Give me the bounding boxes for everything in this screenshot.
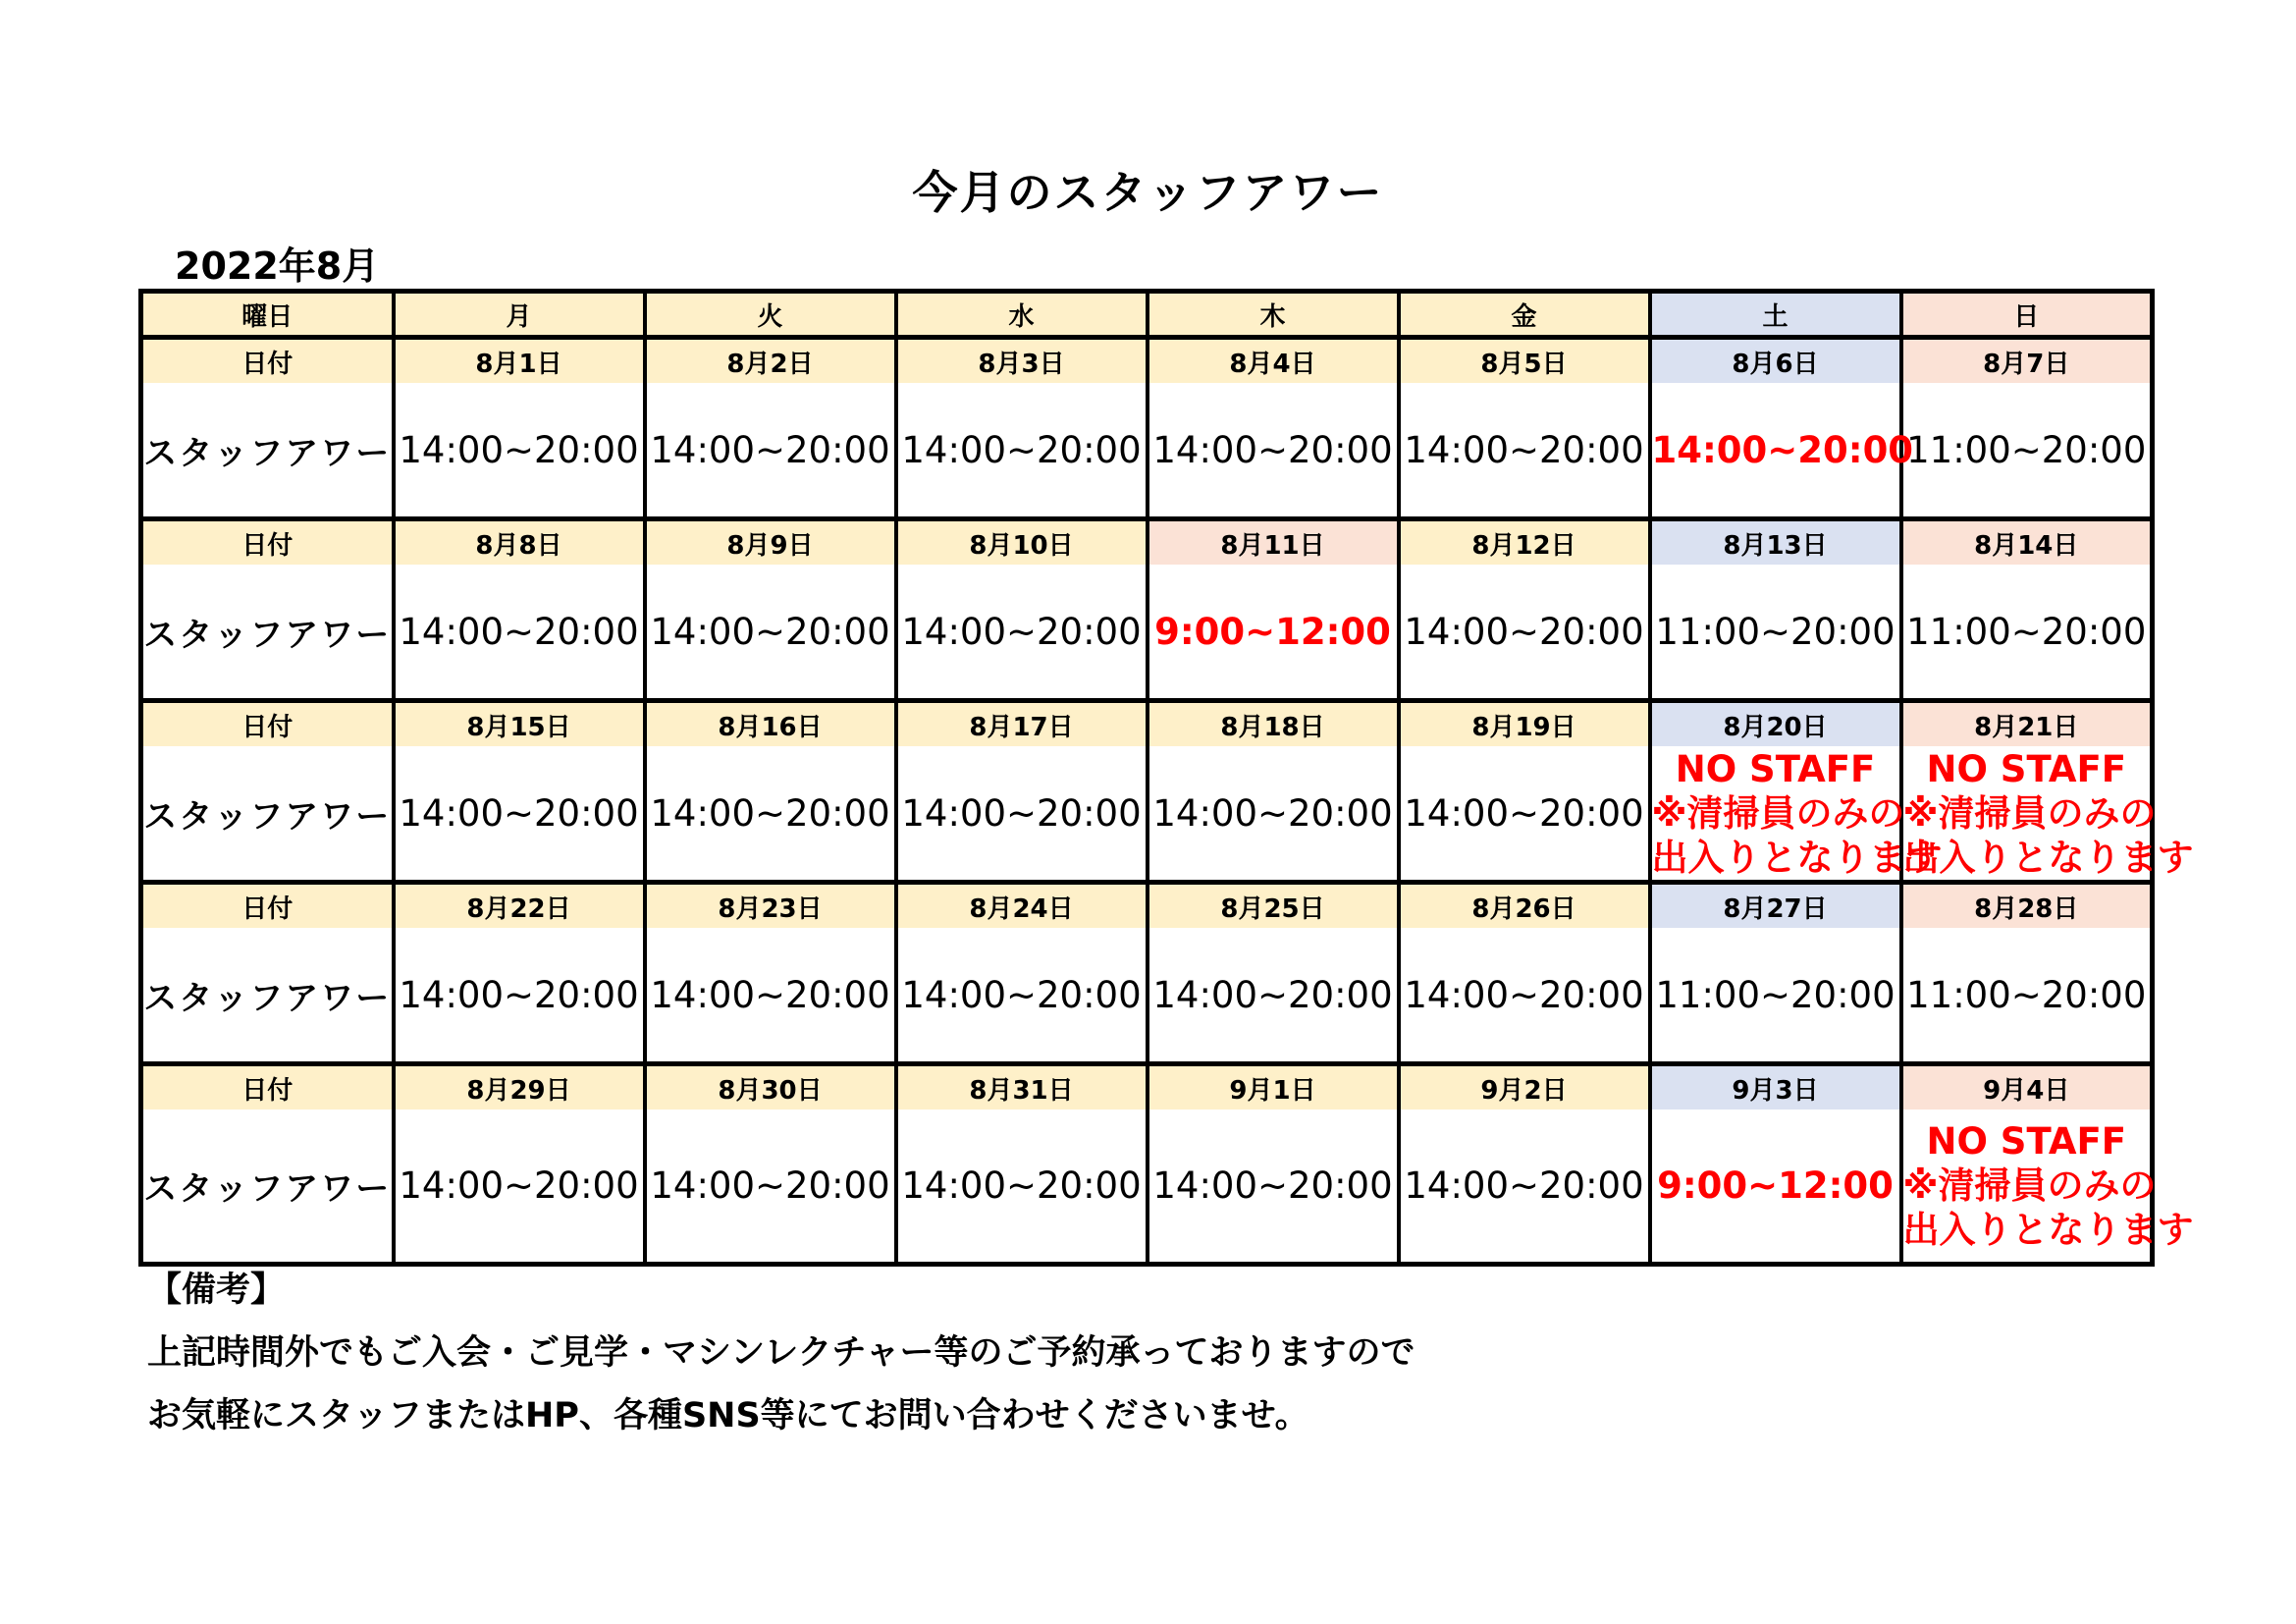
no-staff-line1: NO STAFF	[1926, 1120, 2126, 1163]
no-staff-line1: NO STAFF	[1926, 747, 2126, 790]
date-cell: 8月29日	[394, 1064, 645, 1110]
hours-cell: 14:00~20:00	[1399, 565, 1650, 701]
date-cell: 8月19日	[1399, 701, 1650, 747]
hours-cell: 14:00~20:00	[1148, 1110, 1399, 1265]
hours-cell: 14:00~20:00	[394, 746, 645, 883]
date-row	[141, 338, 2153, 384]
page-title: 今月のスタッフアワー	[912, 166, 1384, 219]
date-cell: 8月14日	[1901, 519, 2153, 566]
date-cell: 8月21日	[1901, 701, 2153, 747]
date-cell: 8月8日	[394, 519, 645, 566]
hours-cell: 14:00~20:00	[896, 565, 1148, 701]
date-label: 日付	[141, 338, 394, 384]
weekday-header-row	[141, 292, 2153, 338]
hours-cell: 14:00~20:00	[1399, 746, 1650, 883]
date-cell: 8月16日	[645, 701, 896, 747]
date-cell: 8月9日	[645, 519, 896, 566]
date-cell-holiday: 8月11日	[1148, 519, 1399, 566]
hours-cell: 11:00~20:00	[1901, 565, 2153, 701]
date-label: 日付	[141, 883, 394, 929]
hours-cell: 14:00~20:00	[645, 565, 896, 701]
hours-row	[141, 1110, 2153, 1265]
date-cell: 8月27日	[1650, 883, 1901, 929]
date-cell: 9月1日	[1148, 1064, 1399, 1110]
no-staff-line3: 出入りとなります	[1651, 836, 1943, 879]
date-label: 日付	[141, 701, 394, 747]
date-cell: 8月6日	[1650, 338, 1901, 384]
hours-row	[141, 565, 2153, 701]
hours-cell-highlight: 14:00~20:00	[1650, 383, 1901, 519]
hours-cell: 14:00~20:00	[394, 565, 645, 701]
hours-cell: 11:00~20:00	[1901, 928, 2153, 1064]
hours-row	[141, 928, 2153, 1064]
date-row	[141, 1064, 2153, 1110]
date-cell: 8月30日	[645, 1064, 896, 1110]
hours-cell: 14:00~20:00	[1148, 383, 1399, 519]
hours-cell: 14:00~20:00	[645, 383, 896, 519]
hours-cell: 14:00~20:00	[394, 1110, 645, 1265]
date-cell: 8月4日	[1148, 338, 1399, 384]
notes-line1: 上記時間外でもご入会・ご見学・マシンレクチャー等のご予約承っておりますので	[147, 1333, 1415, 1373]
date-row	[141, 701, 2153, 747]
day-wed: 水	[896, 292, 1148, 338]
no-staff-notice	[1650, 746, 1943, 883]
hours-cell: 14:00~20:00	[645, 928, 896, 1064]
date-label: 日付	[141, 1064, 394, 1110]
hours-cell: 14:00~20:00	[1148, 746, 1399, 883]
no-staff-line1: NO STAFF	[1675, 747, 1876, 790]
hours-cell: 14:00~20:00	[1399, 1110, 1650, 1265]
date-cell: 8月20日	[1650, 701, 1901, 747]
hours-label: スタッフアワー	[141, 383, 394, 519]
hours-cell: 14:00~20:00	[896, 746, 1148, 883]
date-cell: 9月2日	[1399, 1064, 1650, 1110]
date-label: 日付	[141, 519, 394, 566]
date-cell: 8月1日	[394, 338, 645, 384]
day-thu: 木	[1148, 292, 1399, 338]
no-staff-notice	[1901, 746, 2194, 883]
hours-row	[141, 383, 2153, 519]
date-cell: 8月7日	[1901, 338, 2153, 384]
weekday-label: 曜日	[141, 292, 394, 338]
hours-label: スタッフアワー	[141, 565, 394, 701]
month-label: 2022年8月	[175, 244, 380, 288]
no-staff-line2: ※清掃員のみの	[1902, 1164, 2157, 1207]
hours-label: スタッフアワー	[141, 746, 394, 883]
hours-cell: 14:00~20:00	[1399, 383, 1650, 519]
no-staff-line2: ※清掃員のみの	[1902, 791, 2157, 835]
hours-cell: 14:00~20:00	[1148, 928, 1399, 1064]
notes-heading: 【備考】	[147, 1271, 286, 1310]
hours-cell: 14:00~20:00	[896, 928, 1148, 1064]
date-cell: 8月28日	[1901, 883, 2153, 929]
date-row	[141, 883, 2153, 929]
notes-line2: お気軽にスタッフまたはHP、各種SNS等にてお問い合わせくださいませ。	[147, 1396, 1309, 1435]
date-cell: 8月22日	[394, 883, 645, 929]
date-cell: 8月23日	[645, 883, 896, 929]
day-mon: 月	[394, 292, 645, 338]
date-cell: 8月17日	[896, 701, 1148, 747]
date-cell: 8月3日	[896, 338, 1148, 384]
date-cell: 8月12日	[1399, 519, 1650, 566]
no-staff-line2: ※清掃員のみの	[1651, 791, 1905, 835]
date-cell: 8月18日	[1148, 701, 1399, 747]
hours-cell: 11:00~20:00	[1650, 928, 1901, 1064]
hours-cell-highlight: 9:00~12:00	[1650, 1110, 1901, 1265]
hours-cell: 11:00~20:00	[1650, 565, 1901, 701]
notes-section	[147, 1259, 1415, 1447]
date-cell: 8月5日	[1399, 338, 1650, 384]
date-cell: 8月2日	[645, 338, 896, 384]
date-cell: 8月13日	[1650, 519, 1901, 566]
hours-cell: 14:00~20:00	[896, 1110, 1148, 1265]
hours-label: スタッフアワー	[141, 1110, 394, 1265]
no-staff-line3: 出入りとなります	[1902, 1209, 2194, 1251]
day-tue: 火	[645, 292, 896, 338]
date-row	[141, 519, 2153, 566]
day-fri: 金	[1399, 292, 1650, 338]
no-staff-notice	[1901, 1110, 2194, 1265]
date-cell: 8月15日	[394, 701, 645, 747]
day-sun: 日	[1901, 292, 2153, 338]
hours-label: スタッフアワー	[141, 928, 394, 1064]
staff-hours-table	[138, 289, 2194, 1267]
no-staff-line3: 出入りとなります	[1902, 836, 2194, 879]
hours-cell: 14:00~20:00	[394, 928, 645, 1064]
date-cell: 8月31日	[896, 1064, 1148, 1110]
hours-cell: 14:00~20:00	[645, 1110, 896, 1265]
date-cell: 8月24日	[896, 883, 1148, 929]
hours-cell: 14:00~20:00	[1399, 928, 1650, 1064]
date-cell: 9月4日	[1901, 1064, 2153, 1110]
day-sat: 土	[1650, 292, 1901, 338]
hours-cell: 14:00~20:00	[645, 746, 896, 883]
hours-cell: 14:00~20:00	[896, 383, 1148, 519]
date-cell: 8月25日	[1148, 883, 1399, 929]
hours-cell: 11:00~20:00	[1901, 383, 2153, 519]
date-cell: 8月10日	[896, 519, 1148, 566]
date-cell: 9月3日	[1650, 1064, 1901, 1110]
hours-row	[141, 746, 2153, 883]
hours-cell-highlight: 9:00~12:00	[1148, 565, 1399, 701]
hours-cell: 14:00~20:00	[394, 383, 645, 519]
date-cell: 8月26日	[1399, 883, 1650, 929]
